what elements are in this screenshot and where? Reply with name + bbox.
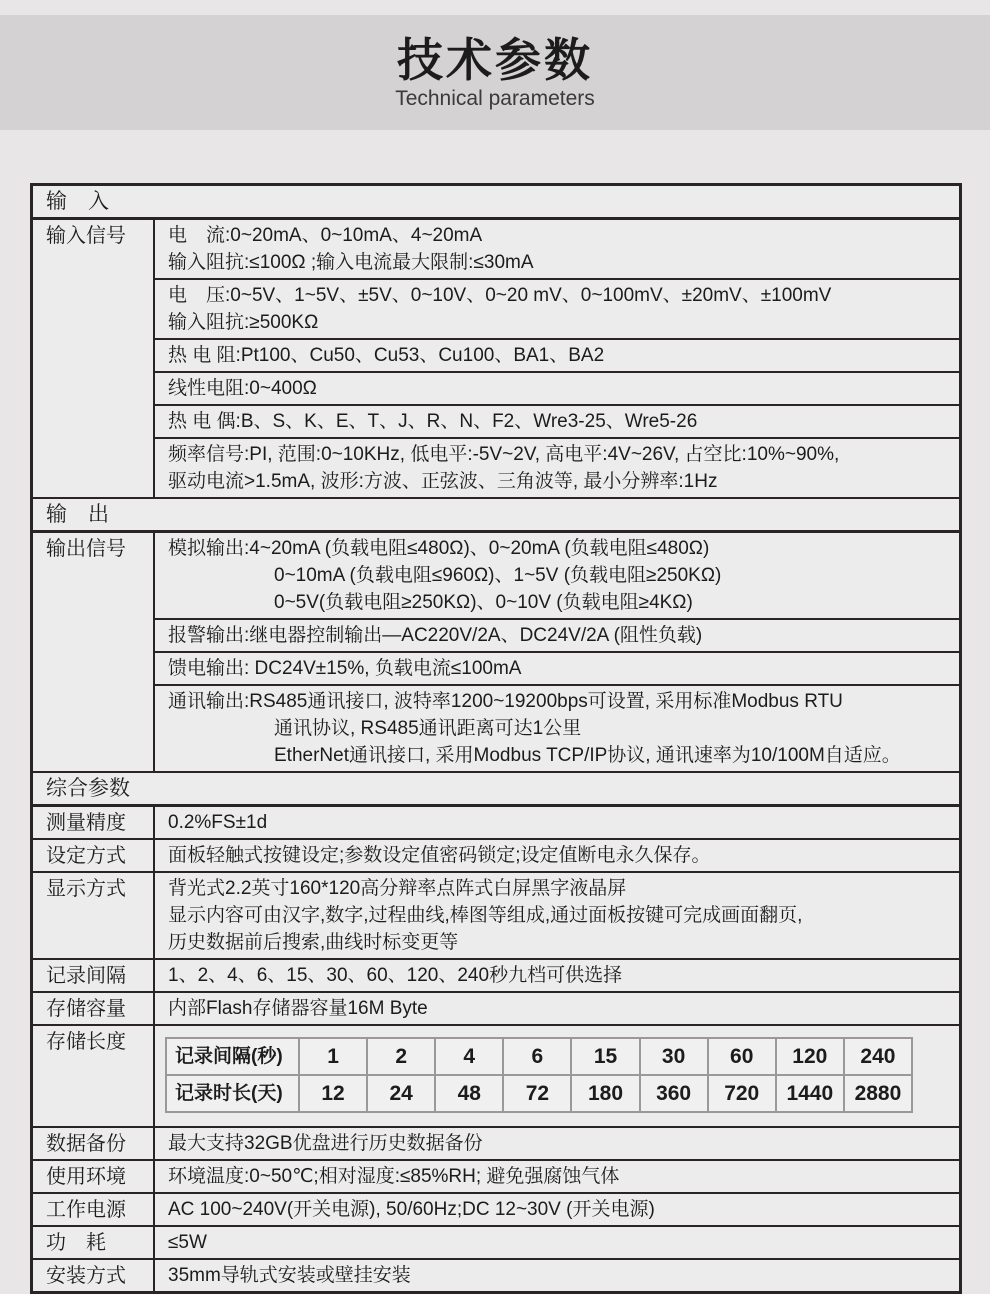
input-signal-content <box>155 220 959 497</box>
spec-line: EtherNet通讯接口, 采用Modbus TCP/IP协议, 通讯速率为10/100M自适应。 <box>274 745 901 766</box>
spec-line: 输入阻抗:≥500KΩ <box>168 312 319 333</box>
storage-duration-cell: 360 <box>641 1076 709 1111</box>
spec-line: 电 压:0~5V、1~5V、±5V、0~10V、0~20 mV、0~100mV、±20mV、±100mV <box>168 285 832 306</box>
row-label: 工作电源 <box>33 1194 155 1225</box>
storage-interval-cell: 120 <box>777 1039 845 1074</box>
storage-duration-cell: 48 <box>436 1076 504 1111</box>
subrow-thermocouple <box>155 404 959 437</box>
storage-duration-cell: 2880 <box>854 1082 902 1105</box>
storage-interval-cell: 240 <box>860 1045 896 1068</box>
subrow-comm-output <box>155 684 959 771</box>
spec-line: AC 100~240V(开关电源), 50/60Hz;DC 12~30V (开关电源) <box>168 1199 655 1220</box>
storage-length-table <box>165 1037 913 1113</box>
subrow-rtd <box>155 338 959 371</box>
row-label-output-signal: 输出信号 <box>33 533 155 771</box>
spec-line: 输入阻抗:≤100Ω ;输入电流最大限制:≤30mA <box>168 252 534 273</box>
spec-line: ≤5W <box>168 1232 207 1253</box>
row-label: 测量精度 <box>33 807 155 838</box>
spec-row-data-backup <box>33 1126 959 1159</box>
row-label: 安装方式 <box>33 1260 155 1291</box>
spec-line: 内部Flash存储器容量16M Byte <box>168 998 428 1019</box>
spec-row-power-consumption <box>33 1225 959 1258</box>
row-value <box>155 1026 959 1126</box>
input-signal-block <box>33 220 959 497</box>
spec-line: 0.2%FS±1d <box>168 812 268 833</box>
storage-interval-header: 记录间隔(秒) <box>167 1039 300 1074</box>
spec-line: 电 流:0~20mA、0~10mA、4~20mA <box>168 225 483 246</box>
storage-interval-cell: 15 <box>572 1039 640 1074</box>
spec-line: 35mm导轨式安装或壁挂安装 <box>168 1265 411 1286</box>
row-value <box>155 840 959 871</box>
spec-row-storage-length <box>33 1024 959 1126</box>
spec-table <box>30 183 962 1294</box>
spec-line: 0~10mA (负载电阻≤960Ω)、1~5V (负载电阻≥250KΩ) <box>274 565 722 586</box>
row-label-input-signal: 输入信号 <box>33 220 155 497</box>
storage-duration-row <box>167 1074 911 1111</box>
subrow-current <box>155 220 959 278</box>
spec-row-display-method <box>33 871 959 958</box>
subrow-alarm-output <box>155 618 959 651</box>
spec-line: 最大支持32GB优盘进行历史数据备份 <box>168 1133 483 1154</box>
spec-line: 历史数据前后搜索,曲线时标变更等 <box>168 932 459 953</box>
subrow-analog-output <box>155 533 959 618</box>
spec-line: 0~5V(负载电阻≥250KΩ)、0~10V (负载电阻≥4KΩ) <box>274 592 693 613</box>
spec-row-record-interval <box>33 958 959 991</box>
spec-row-environment <box>33 1159 959 1192</box>
storage-duration-header: 记录时长(天) <box>167 1076 300 1111</box>
row-label: 存储容量 <box>33 993 155 1024</box>
subrow-linear-resistance <box>155 371 959 404</box>
subrow-feed-output <box>155 651 959 684</box>
row-label: 数据备份 <box>33 1128 155 1159</box>
row-label: 记录间隔 <box>33 960 155 991</box>
spec-line: 通讯协议, RS485通讯距离可达1公里 <box>274 718 582 739</box>
storage-interval-cell: 60 <box>709 1039 777 1074</box>
row-value <box>155 1128 959 1159</box>
spec-line: 显示内容可由汉字,数字,过程曲线,棒图等组成,通过面板按键可完成画面翻页, <box>168 905 803 926</box>
storage-interval-cell: 1 <box>300 1039 368 1074</box>
storage-duration-cell: 72 <box>504 1076 572 1111</box>
row-value <box>155 1260 959 1291</box>
spec-line: 馈电输出: DC24V±15%, 负载电流≤100mA <box>168 658 522 679</box>
spec-row-storage-capacity <box>33 991 959 1024</box>
storage-duration-cell: 1440 <box>777 1076 845 1111</box>
output-signal-content <box>155 533 959 771</box>
row-label: 存储长度 <box>33 1026 155 1126</box>
spec-line: 通讯输出:RS485通讯接口, 波特率1200~19200bps可设置, 采用标准Modbus RTU <box>168 691 843 712</box>
row-value <box>155 1194 959 1225</box>
spec-row-measure-accuracy <box>33 807 959 838</box>
page-title: 技术参数 <box>397 34 593 86</box>
section-header-input: 输 入 <box>33 186 959 220</box>
storage-interval-row <box>167 1039 911 1074</box>
row-label: 显示方式 <box>33 873 155 958</box>
spec-line: 热 电 偶:B、S、K、E、T、J、R、N、F2、Wre3-25、Wre5-26 <box>168 411 698 432</box>
spec-line: 环境温度:0~50℃;相对湿度:≤85%RH; 避免强腐蚀气体 <box>168 1166 620 1187</box>
spec-row-power-supply <box>33 1192 959 1225</box>
storage-interval-cell: 6 <box>504 1039 572 1074</box>
subrow-voltage <box>155 278 959 338</box>
storage-duration-cell: 720 <box>709 1076 777 1111</box>
spec-line: 频率信号:PI, 范围:0~10KHz, 低电平:-5V~2V, 高电平:4V~26V, 占空比:10%~90%, <box>168 444 840 465</box>
row-label: 设定方式 <box>33 840 155 871</box>
row-value <box>155 1227 959 1258</box>
spec-line: 1、2、4、6、15、30、60、120、240秒九档可供选择 <box>168 965 623 986</box>
spec-line: 报警输出:继电器控制输出—AC220V/2A、DC24V/2A (阻性负载) <box>168 625 703 646</box>
spec-line: 热 电 阻:Pt100、Cu50、Cu53、Cu100、BA1、BA2 <box>168 345 605 366</box>
storage-duration-cell: 24 <box>368 1076 436 1111</box>
section-header-general: 综合参数 <box>33 771 959 807</box>
spec-line: 驱动电流>1.5mA, 波形:方波、正弦波、三角波等, 最小分辨率:1Hz <box>168 471 718 492</box>
section-header-output: 输 出 <box>33 497 959 533</box>
output-signal-block <box>33 533 959 771</box>
spec-line: 线性电阻:0~400Ω <box>168 378 317 399</box>
row-value <box>155 1161 959 1192</box>
spec-line: 背光式2.2英寸160*120高分辩率点阵式白屏黑字液晶屏 <box>168 878 627 899</box>
row-value <box>155 807 959 838</box>
subrow-frequency <box>155 437 959 497</box>
row-label: 使用环境 <box>33 1161 155 1192</box>
row-value <box>155 993 959 1024</box>
spec-line: 面板轻触式按键设定;参数设定值密码锁定;设定值断电永久保存。 <box>168 845 711 866</box>
row-value <box>155 873 959 958</box>
page-subtitle: Technical parameters <box>395 87 595 110</box>
spec-row-installation <box>33 1258 959 1291</box>
spec-row-setting-method <box>33 838 959 871</box>
storage-duration-cell: 180 <box>572 1076 640 1111</box>
spec-line: 模拟输出:4~20mA (负载电阻≤480Ω)、0~20mA (负载电阻≤480Ω) <box>168 538 710 559</box>
row-value <box>155 960 959 991</box>
storage-interval-cell: 30 <box>641 1039 709 1074</box>
title-banner <box>0 15 990 130</box>
storage-duration-cell: 12 <box>300 1076 368 1111</box>
row-label: 功 耗 <box>33 1227 155 1258</box>
storage-interval-cell: 2 <box>368 1039 436 1074</box>
storage-interval-cell: 4 <box>436 1039 504 1074</box>
